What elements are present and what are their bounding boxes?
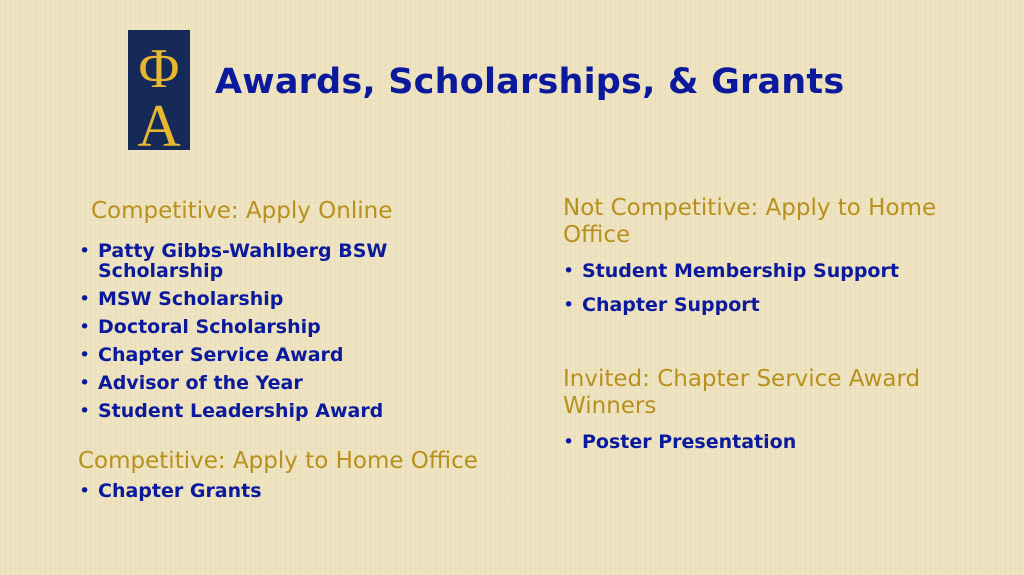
list-item: • Chapter Service Award xyxy=(79,345,469,365)
list-item: • Student Membership Support xyxy=(563,260,963,282)
logo-letter-phi: Φ xyxy=(138,38,180,100)
list-item: • Advisor of the Year xyxy=(79,373,469,393)
heading-invited: Invited: Chapter Service Award Winners xyxy=(563,366,921,419)
list-item: • Poster Presentation xyxy=(563,431,963,453)
list-not-competitive xyxy=(563,260,963,328)
list-item: • Chapter Support xyxy=(563,294,963,316)
slide-title: Awards, Scholarships, & Grants xyxy=(215,62,845,102)
list-item: • Student Leadership Award xyxy=(79,401,469,421)
list-item: • Doctoral Scholarship xyxy=(79,317,469,337)
list-competitive-online xyxy=(79,241,469,429)
heading-not-competitive: Not Competitive: Apply to Home Office xyxy=(563,195,937,248)
list-competitive-home-office xyxy=(79,480,469,502)
list-invited xyxy=(563,431,963,453)
heading-competitive-apply-online: Competitive: Apply Online xyxy=(91,198,393,224)
phi-alpha-logo xyxy=(128,30,190,150)
heading-competitive-home-office: Competitive: Apply to Home Office xyxy=(78,448,478,474)
list-item: • MSW Scholarship xyxy=(79,289,469,309)
list-item: • Chapter Grants xyxy=(79,480,469,502)
list-item: • Patty Gibbs-Wahlberg BSW Scholarship xyxy=(79,241,469,281)
logo-letter-alpha: Α xyxy=(137,93,181,150)
